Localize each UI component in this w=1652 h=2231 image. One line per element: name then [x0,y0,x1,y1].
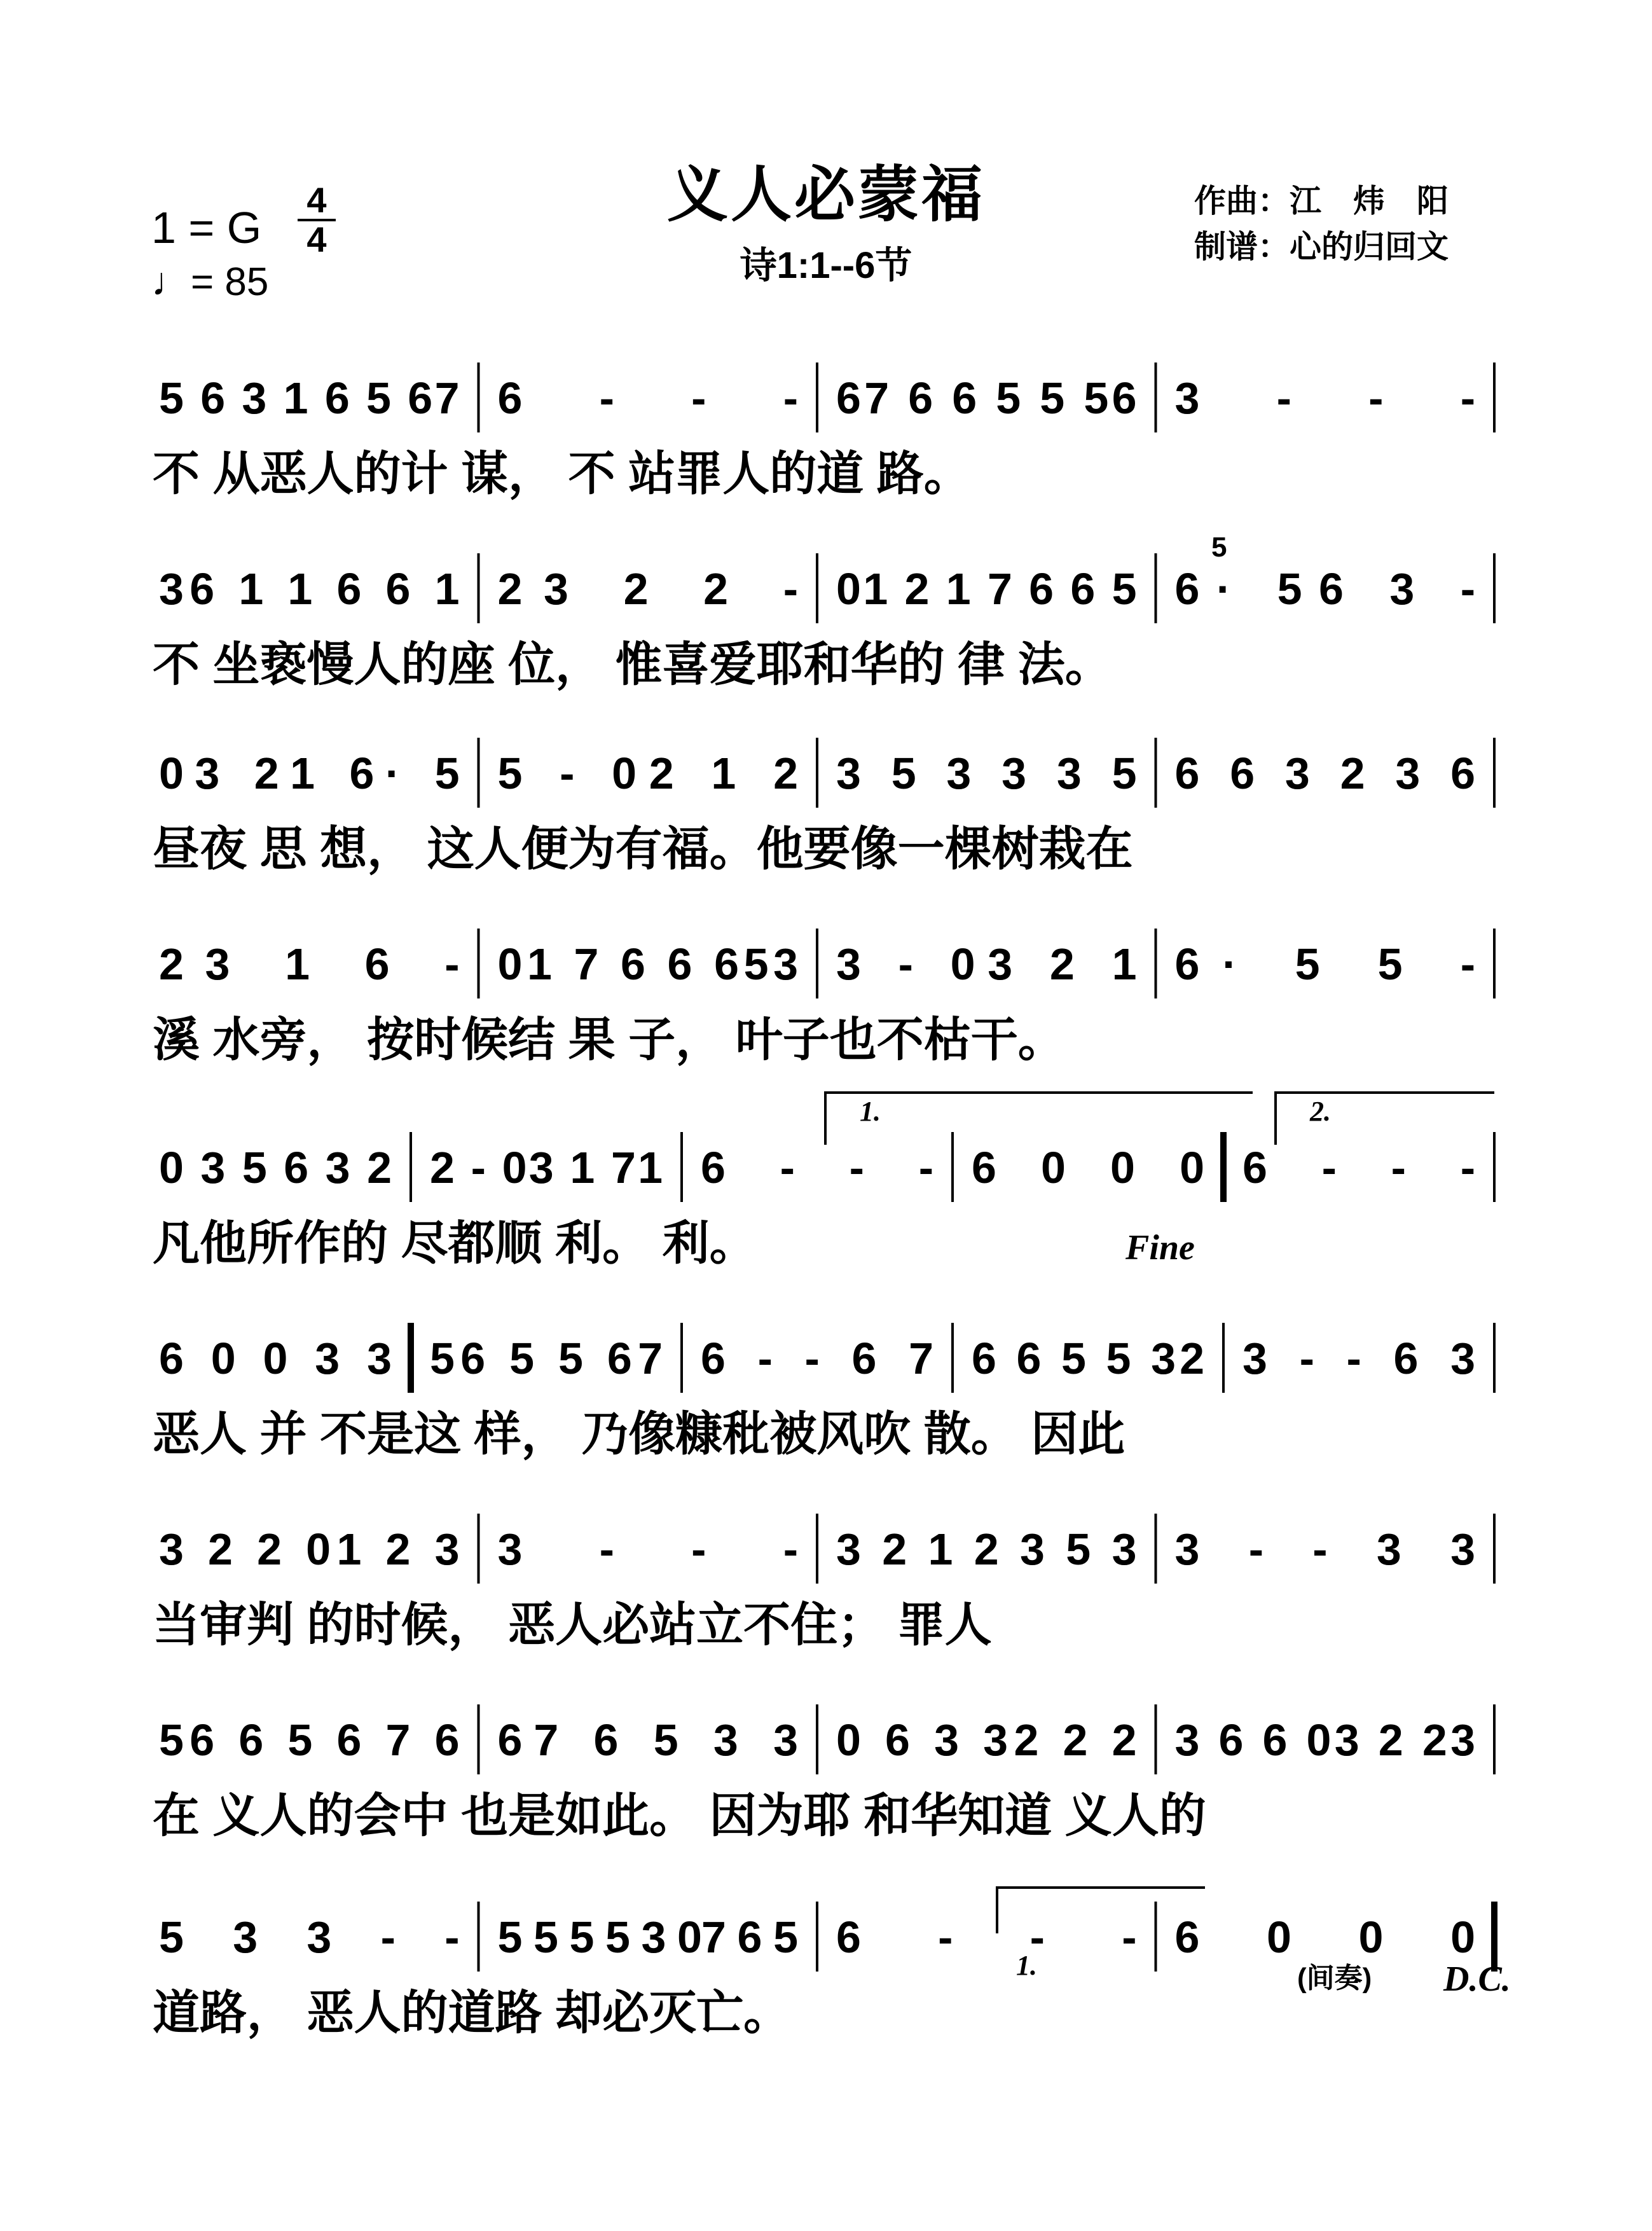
measure-notes: 3 - - - [1174,373,1475,423]
volta-1-bracket [825,1093,1253,1145]
lyric-line: 在 义人的会中 也是如此。 因为耶 和华知道 义人的 [153,1789,1206,1842]
measure-notes: 56 6 5 6 7 6 [159,1715,460,1765]
measure-notes: 5 - 02 1 2 [497,749,798,798]
interlude-marking: (间奏) [1297,1963,1372,1994]
grace-note: 5 [1211,532,1227,563]
quarter-note-icon: ♩ [151,260,191,304]
measure-notes: 0 6 3 32 2 2 [836,1715,1137,1765]
measure-notes: 3 2 1 2 3 5 3 [836,1524,1137,1574]
measure-notes: 56 5 5 67 [430,1334,663,1383]
measure-notes: 6 - - - [1242,1143,1475,1192]
volta-2-bracket [1276,1093,1494,1145]
lyric-line: 恶人 并 不是这 样， 乃像糠秕被风吹 散。 因此 [153,1407,1125,1460]
measure-notes: 6 - - 6 7 [701,1334,933,1383]
volta-1-label-final: 1. [1016,1950,1037,1981]
time-top: 4 [298,182,336,221]
measure-notes: 6 6 5 5 32 [972,1334,1204,1383]
measure-notes: 5 5 5 5 3 07 6 5 [497,1912,798,1962]
measure-notes: 0 3 5 6 3 2 [159,1143,392,1192]
lyric-line: 昼夜 思 想， 这人便为有福。他要像一棵树栽在 [153,822,1133,875]
lyric-line: 不 坐亵慢人的座 位， 惟喜爱耶和华的 律 法。 [153,638,1112,691]
measure-notes: 6 6 3 2 3 6 [1174,749,1475,798]
measure-notes: 6· 5 5 - [1174,939,1475,989]
measure-notes: 3 5 3 3 3 5 [836,749,1137,798]
lyric-line: 不 从恶人的计 谋， 不 站罪人的道 路。 [153,447,971,500]
measure-notes: 6 - - - [701,1143,933,1192]
measure-notes: 3 - 03 2 1 [836,939,1137,989]
volta-1-label: 1. [860,1096,881,1127]
measure-notes: 6· 56 3 - [1174,564,1475,614]
composer: 作曲：江 炜 阳 [1194,183,1449,219]
time-bottom: 4 [306,219,327,259]
key-label: 1 = G [151,203,262,252]
measure-notes: 3 - - 6 3 [1242,1334,1475,1383]
measure-notes: 3 6 6 03 2 23 [1174,1715,1475,1765]
measure-notes: 03 21 6· 5 [159,749,460,798]
measure-notes: 3 - - - [497,1524,798,1574]
volta-2-label: 2. [1310,1096,1331,1127]
fine-marking: Fine [1125,1228,1195,1267]
measure-notes: 67 6 5 3 3 [497,1715,798,1765]
lyric-line: 当审判 的时候， 恶人必站立不住； 罪人 [153,1598,992,1651]
song-title: 义人必蒙福 [667,161,985,229]
measure-notes: 67 6 6 5 5 56 [836,373,1137,423]
measure-notes: 2 - 03 1 71 [430,1143,663,1192]
measure-notes: 5 6 3 1 6 5 67 [159,373,460,423]
arranger: 制谱：心的归回文 [1194,229,1449,265]
lyric-line: 溪 水旁， 按时候结 果 子， 叶子也不枯干。 [153,1013,1065,1066]
lyric-line: 凡他所作的 尽都顺 利。 利。 [153,1217,757,1269]
measure-notes: 5 3 3 - - [159,1912,460,1962]
tempo-value: = 85 [191,260,269,304]
measure-notes: 6 - - - [836,1912,1137,1962]
measure-notes: 6 - - - [497,373,798,423]
measure-notes: 01 2 1 7 6 6 5 [836,564,1137,614]
dc-marking: D.C. [1443,1959,1511,1999]
measure-notes: 3 - - 3 3 [1174,1524,1475,1574]
measure-notes: 01 7 6 6 653 [497,939,798,989]
measure-notes: 36 1 1 6 6 1 [159,564,460,614]
measure-notes: 3 2 2 01 2 3 [159,1524,460,1574]
measure-notes: 6 0 0 0 [1174,1912,1475,1962]
lyric-line: 道路， 恶人的道路 却必灭亡。 [153,1986,791,2039]
measure-notes: 23 2 2 - [497,564,798,614]
measure-notes: 6 0 0 3 3 [159,1334,392,1383]
measure-notes: 23 1 6 - [159,939,460,989]
volta-1-bracket-final [997,1888,1205,1933]
measure-notes: 6 0 0 0 [972,1143,1204,1192]
scripture-reference: 诗1:1--6节 [740,245,912,286]
